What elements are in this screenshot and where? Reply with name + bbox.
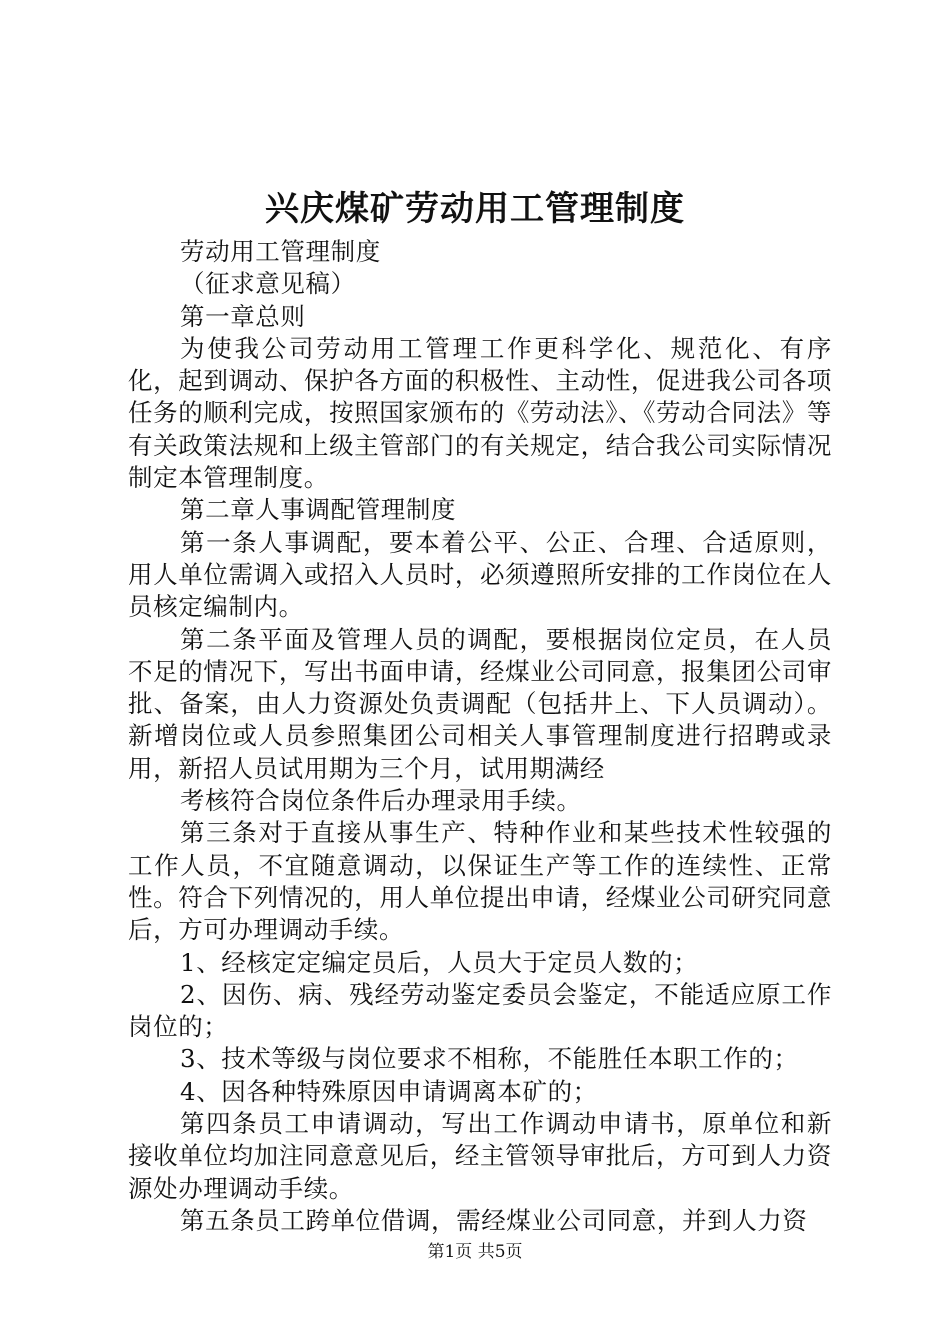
paragraph: 第三条对于直接从事生产、特种作业和某些技术性较强的工作人员，不宜随意调动，以保证生产等工作的连续性、正常性。符合下列情况的，用人单位提出申请，经煤业公司研究同意后，方可办理调动手续。 <box>128 818 832 945</box>
paragraph: 为使我公司劳动用工管理工作更科学化、规范化、有序化，起到调动、保护各方面的积极性、主动性，促进我公司各项任务的顺利完成，按照国家颁布的《劳动法》、《劳动合同法》等有关政策法规和上级主管部门的有关规定，结合我公司实际情况制定本管理制度。 <box>128 333 832 493</box>
list-item: 1、经核定定编定员后，人员大于定员人数的； <box>180 947 699 977</box>
list-item: 4、因各种特殊原因申请调离本矿的； <box>180 1076 598 1106</box>
paragraph: 第一条人事调配，要本着公平、公正、合理、合适原则，用人单位需调入或招入人员时，必须遵照所安排的工作岗位在人员核定编制内。 <box>128 527 832 622</box>
document-title: 兴庆煤矿劳动用工管理制度 <box>265 189 685 229</box>
chapter-heading: 第一章总则 <box>180 301 306 331</box>
list-item: 3、技术等级与岗位要求不相称，不能胜任本职工作的； <box>180 1044 799 1074</box>
paragraph: 劳动用工管理制度 <box>180 237 381 266</box>
paragraph: （征求意见稿） <box>180 269 356 299</box>
document-body <box>128 236 832 1237</box>
paragraph: 考核符合岗位条件后办理录用手续。 <box>180 786 582 816</box>
list-item: 2、因伤、病、残经劳动鉴定委员会鉴定，不能适应原工作岗位的； <box>128 979 832 1042</box>
paragraph: 第四条员工申请调动，写出工作调动申请书，原单位和新接收单位均加注同意意见后，经主管领导审批后，方可到人力资源处办理调动手续。 <box>128 1109 832 1203</box>
paragraph: 第五条员工跨单位借调，需经煤业公司同意，并到人力资 <box>180 1205 808 1235</box>
chapter-heading: 第二章人事调配管理制度 <box>180 495 457 525</box>
paragraph: 第二条平面及管理人员的调配，要根据岗位定员，在人员不足的情况下，写出书面申请，经煤业公司同意，报集团公司审批、备案，由人力资源处负责调配（包括井上、下人员调动）。新增岗位或人员参照集团公司相关人事管理制度进行招聘或录用，新招人员试用期为三个月，试用期满经 <box>128 624 832 783</box>
page-number: 第1页 共5页 <box>427 1242 523 1262</box>
